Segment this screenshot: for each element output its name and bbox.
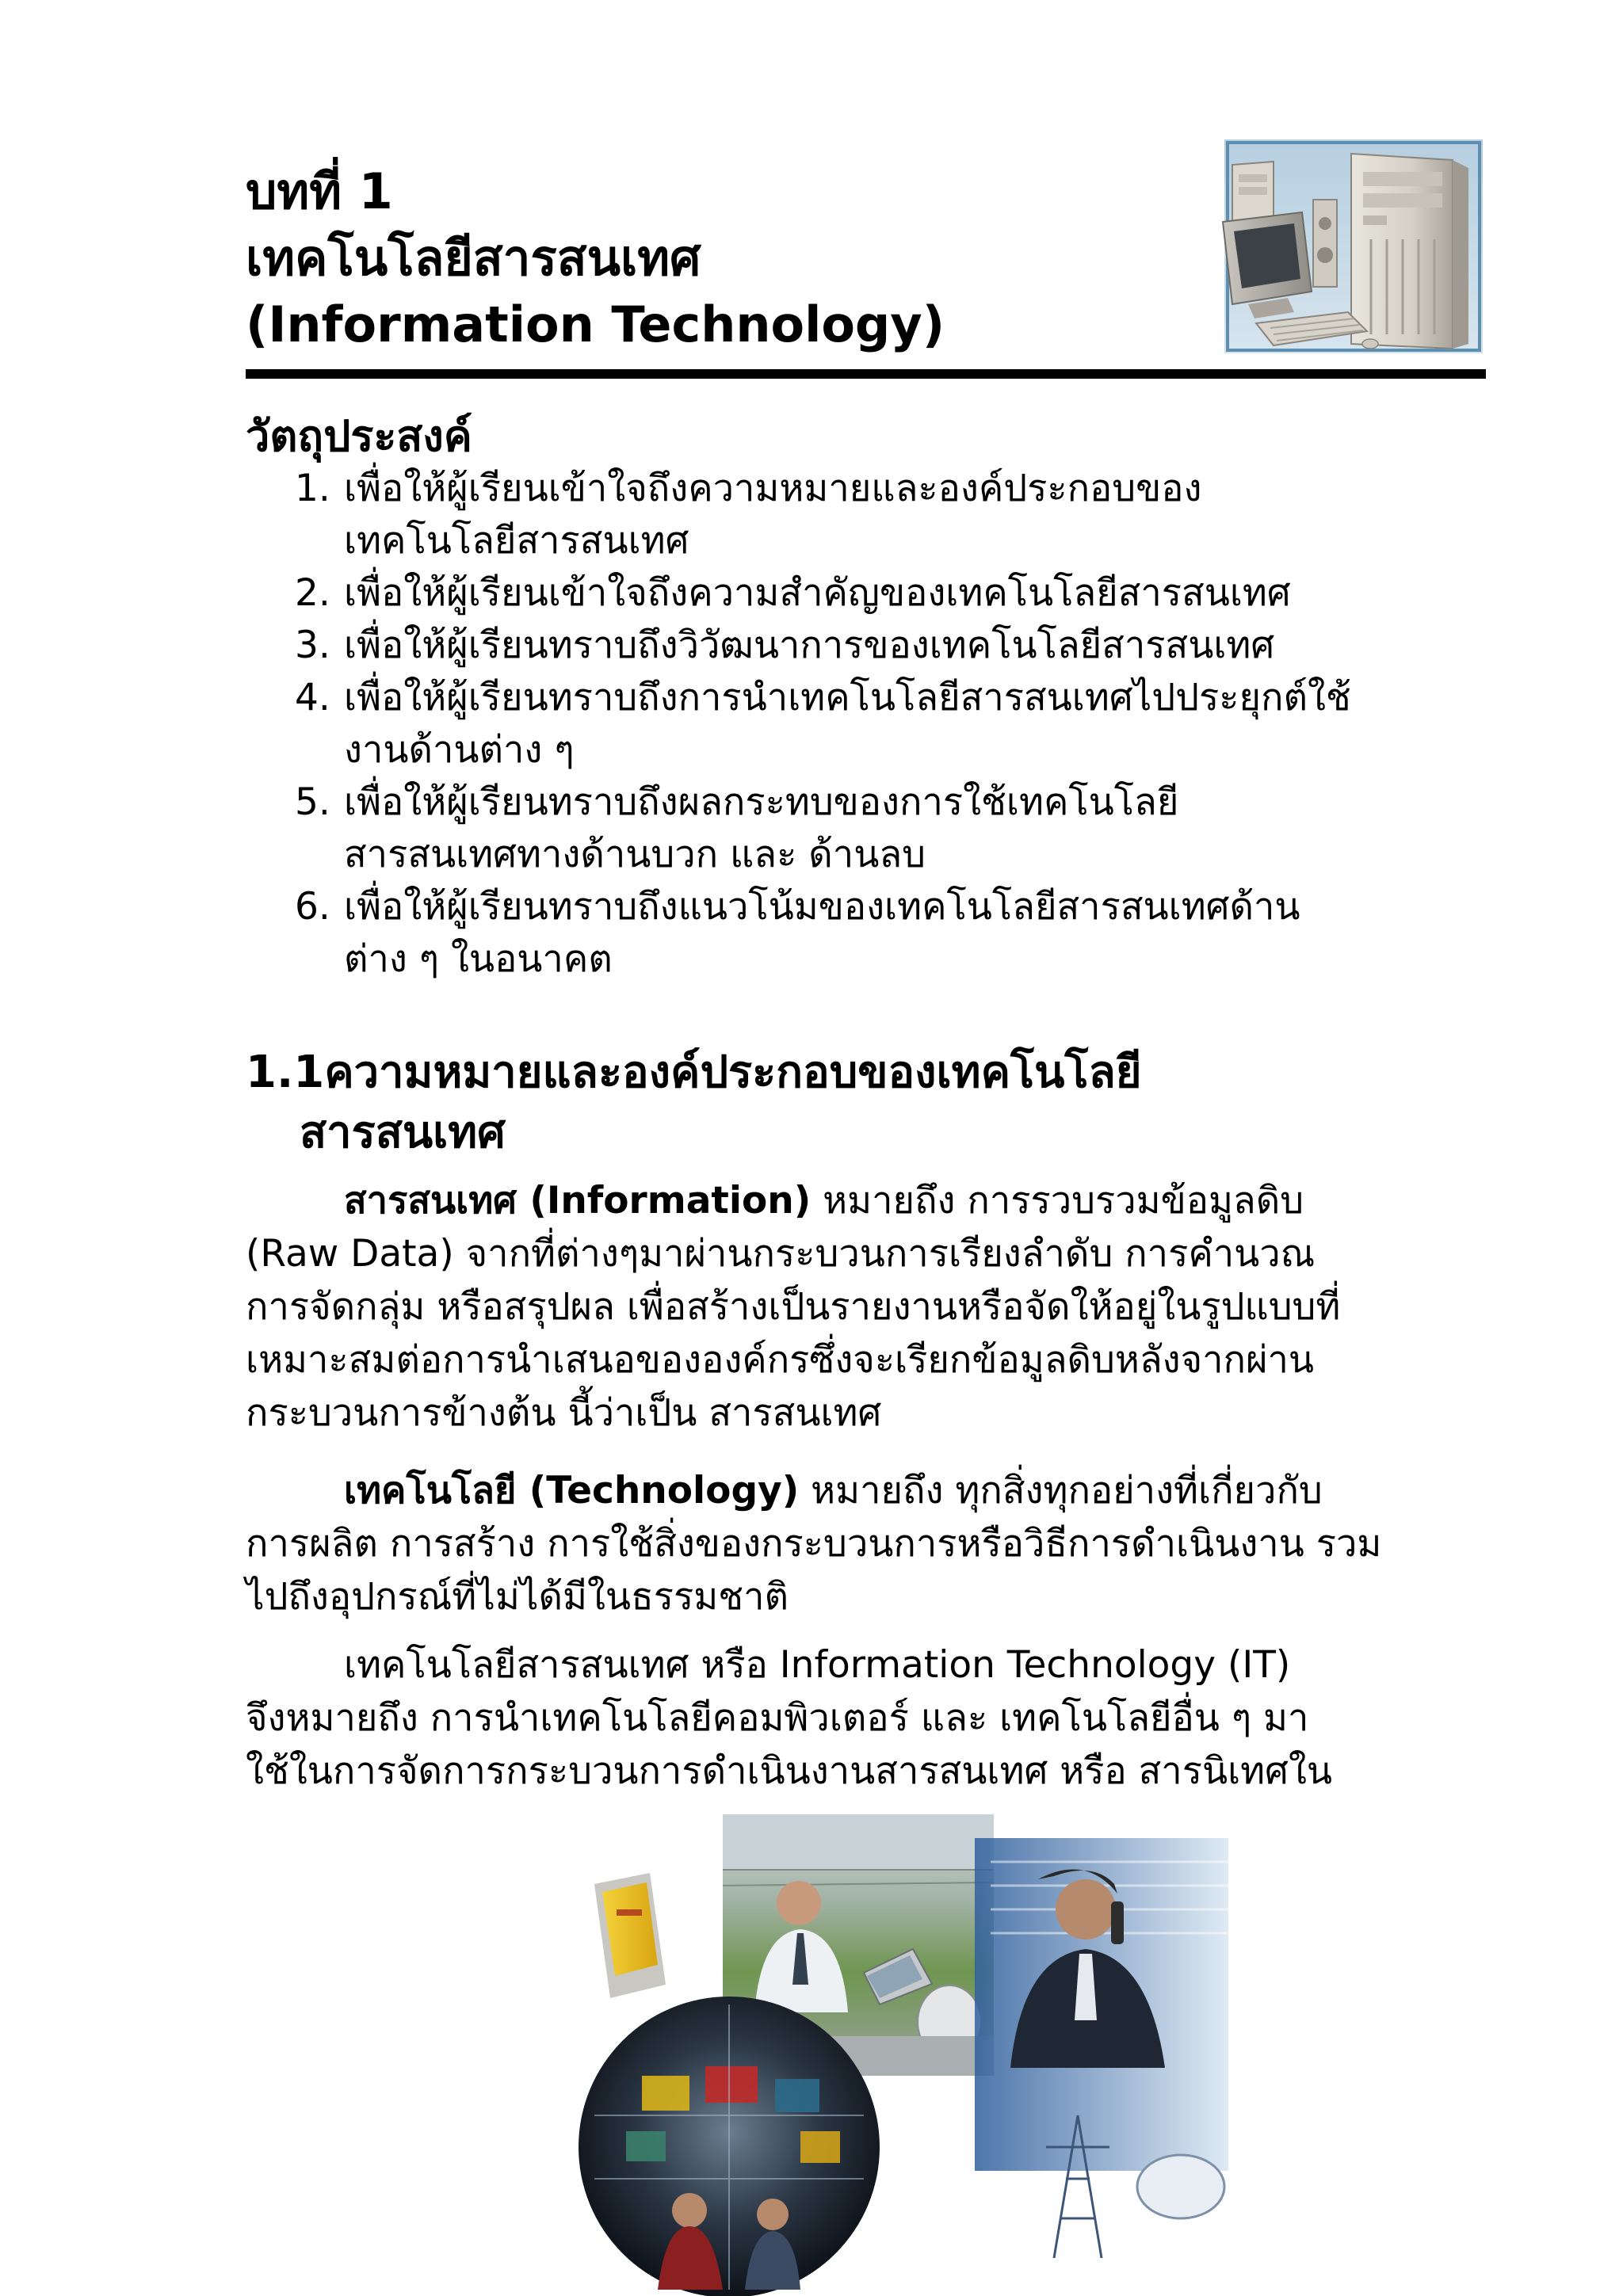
paragraph-text: หมายถึง การรวบรวมข้อมูลดิบ: [811, 1179, 1304, 1222]
objective-item: [295, 620, 1484, 672]
objective-number: 4.: [295, 676, 330, 719]
paragraph-line: จึงหมายถึง การนำเทคโนโลยีคอมพิวเตอร์ และ เทคโนโลยีอื่น ๆ มา: [246, 1696, 1309, 1740]
chapter-label: บทที่ 1: [246, 162, 393, 220]
paragraph-information-definition: [246, 1174, 1490, 1440]
objective-text: ต่าง ๆ ในอนาคต: [344, 937, 613, 981]
paragraph-line: ไปถึงอุปกรณ์ที่ไม่ได้มีในธรรมชาติ: [246, 1575, 789, 1619]
paragraph-line: การผลิต การสร้าง การใช้สิ่งของกระบวนการหรือวิธีการดำเนินงาน รวม: [246, 1522, 1382, 1566]
paragraph-line: เทคโนโลยีสารสนเทศ หรือ Information Technology (IT): [344, 1643, 1291, 1687]
objective-number: 1.: [295, 467, 330, 510]
term-technology: เทคโนโลยี (Technology): [344, 1469, 800, 1512]
header-divider: [246, 369, 1486, 379]
objective-item: [295, 881, 1484, 986]
paragraph-it-definition: [246, 1638, 1490, 1798]
chapter-title-thai: เทคโนโลยีสารสนเทศ: [246, 229, 701, 287]
paragraph-line: เหมาะสมต่อการนำเสนอขององค์กรซึ่งจะเรียกข้อมูลดิบหลังจากผ่าน: [246, 1338, 1315, 1382]
desktop-computer-illustration: [1201, 136, 1486, 366]
objective-item: [295, 776, 1484, 881]
paragraph-line: การจัดกลุ่ม หรือสรุปผล เพื่อสร้างเป็นรายงานหรือจัดให้อยู่ในรูปแบบที่: [246, 1285, 1341, 1329]
section-heading-line: สารสนเทศ: [300, 1107, 506, 1158]
objective-text: งานด้านต่าง ๆ: [344, 728, 575, 772]
objectives-list: [295, 463, 1484, 986]
paragraph-line: กระบวนการข้างต้น นี้ว่าเป็น สารสนเทศ: [246, 1391, 882, 1435]
objective-text: เพื่อให้ผู้เรียนเข้าใจถึงความสำคัญของเทคโนโลยีสารสนเทศ: [344, 571, 1291, 615]
chapter-title-english: (Information Technology): [246, 296, 945, 353]
objective-text: เพื่อให้ผู้เรียนทราบถึงแนวโน้มของเทคโนโลยีสารสนเทศด้าน: [344, 885, 1300, 929]
objective-text: เพื่อให้ผู้เรียนเข้าใจถึงความหมายและองค์ประกอบของ: [344, 467, 1202, 510]
objectives-heading: วัตถุประสงค์: [246, 411, 472, 461]
objective-item: [295, 567, 1484, 620]
objective-number: 6.: [295, 885, 330, 929]
paragraph-technology-definition: [246, 1464, 1490, 1623]
objective-number: 5.: [295, 780, 330, 824]
objective-item: [295, 672, 1484, 776]
objective-text: เทคโนโลยีสารสนเทศ: [344, 519, 689, 563]
objective-number: 3.: [295, 624, 330, 667]
paragraph-line: (Raw Data) จากที่ต่างๆมาผ่านกระบวนการเรียงลำดับ การคำนวณ: [246, 1232, 1316, 1276]
information-technology-photo-collage: [547, 1814, 1228, 2296]
objective-number: 2.: [295, 571, 330, 615]
section-heading: [246, 1043, 1482, 1163]
objective-item: [295, 463, 1484, 567]
paragraph-line: ใช้ในการจัดการกระบวนการดำเนินงานสารสนเทศ หรือ สารนิเทศใน: [246, 1749, 1333, 1793]
term-information: สารสนเทศ (Information): [344, 1179, 812, 1222]
objective-text: เพื่อให้ผู้เรียนทราบถึงวิวัฒนาการของเทคโนโลยีสารสนเทศ: [344, 624, 1275, 667]
chapter-heading: [246, 158, 1276, 358]
paragraph-text: หมายถึง ทุกสิ่งทุกอย่างที่เกี่ยวกับ: [799, 1469, 1323, 1512]
objective-text: เพื่อให้ผู้เรียนทราบถึงการนำเทคโนโลยีสารสนเทศไปประยุกต์ใช้: [344, 676, 1351, 719]
section-heading-line: 1.1ความหมายและองค์ประกอบของเทคโนโลยี: [246, 1047, 1142, 1098]
objective-text: เพื่อให้ผู้เรียนทราบถึงผลกระทบของการใช้เทคโนโลยี: [344, 780, 1179, 824]
objective-text: สารสนเทศทางด้านบวก และ ด้านลบ: [344, 833, 926, 876]
